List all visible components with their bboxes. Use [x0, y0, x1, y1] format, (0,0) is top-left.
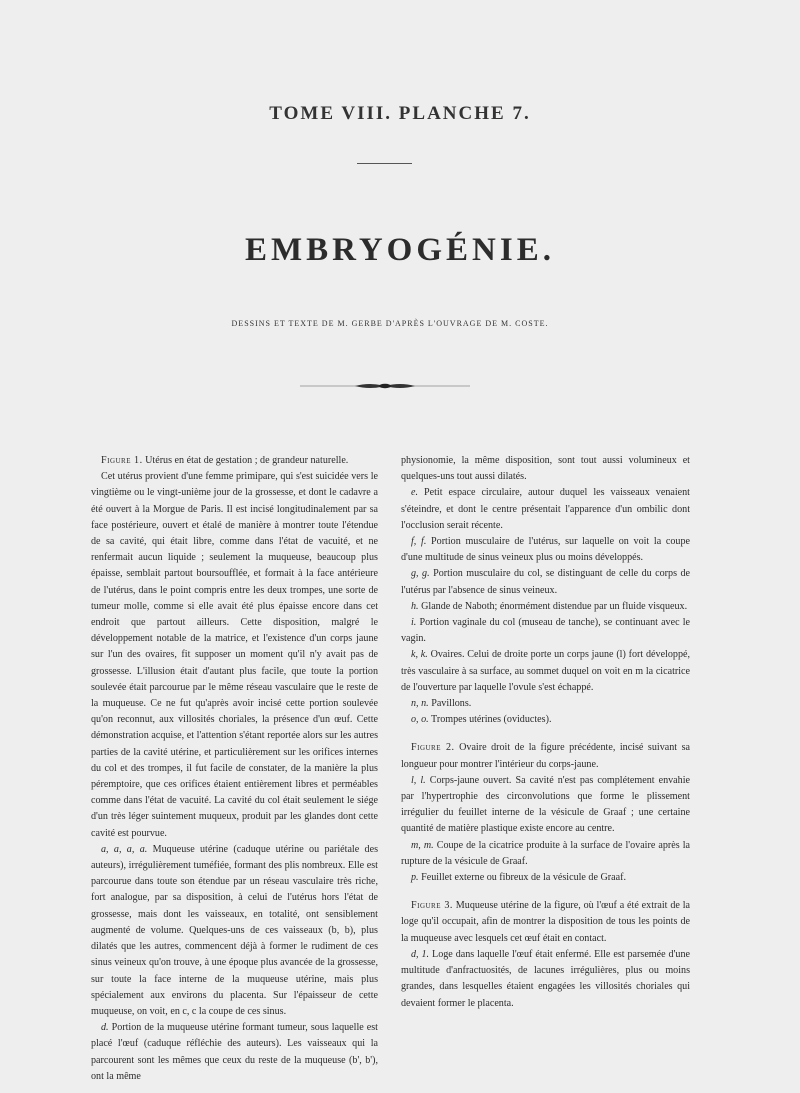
paragraph-text: Petit espace circulaire, autour duquel les vaisseaux venaient s'éteindre, et dont le centre présentait l'apparence d'un ombilic dont l'occlusion serait récente. [401, 487, 690, 531]
paragraph-label: a, a, a, a. [101, 843, 148, 855]
paragraph-label: Figure 1. [101, 455, 143, 466]
decorative-rule-icon [300, 381, 470, 391]
paragraph-text: Pavillons. [431, 698, 472, 710]
paragraph-label: k, k. [411, 649, 428, 661]
paragraph-label: Figure 2. [411, 742, 455, 754]
paragraph [401, 947, 690, 1012]
paragraph-label: Figure 3. [411, 900, 453, 912]
paragraph-text: Muqueuse utérine de la figure, où l'œuf a été extrait de la loge qu'il occupait, afin de montrer la disposition de tous les points de la muqueuse avec lesquels cet œuf était en contact. [401, 900, 690, 944]
paragraph-text: Muqueuse utérine (caduque utérine ou pariétale des auteurs), irrégulièrement tuméfiée, formant des plis nombreux. Elle est parcourue dans toute son étendue par un réseau vasculaire très riche, fort analogue, par sa disposition, à celui de l'utérus hors l'état de grossesse, mais dont les vaisseaux, en totalité, ont sensiblement augmenté de volume. Quelques-uns de ces vaisseaux (b, b), plus dilatés que les autres, commencent déjà à former le rudiment de ces sinus veineux qu'on trouve, à une époque plus avancée de la grossesse, sur toute la face interne de la muqueuse utérine, mais plus spécialement aux environs du placenta. Sur l'épaisseur de cette muqueuse, on voit, en c, c la coupe de ces sinus. [91, 843, 378, 1017]
paragraph [91, 469, 378, 842]
page-title: EMBRYOGÉNIE. [245, 232, 555, 268]
paragraph [401, 740, 690, 772]
paragraph [401, 712, 690, 728]
paragraph-label: d, 1. [411, 948, 430, 960]
paragraph [91, 842, 378, 1020]
paragraph [401, 534, 690, 566]
paragraph-label: d. [101, 1022, 109, 1034]
paragraph [401, 647, 690, 696]
paragraph-text: Cet utérus provient d'une femme primipare, qui s'est suicidée vers le vingtième ou le vingt-unième jour de la grossesse, et dont le cadavre a été ouvert à la Morgue de Paris. Il est incisé longitudinalement par sa face postérieure, ouvert et étalé de manière à montrer toute l'étendue de sa cavité, qui était libre, comme dans l'état de vacuité, et ne renfermait aucun liquide ; seulement la muqueuse, beaucoup plus épaisse, semblait partout boursoufflée, et formait à la face antérieure de l'utérus, dans le point compris entre les deux trompes, une sorte de tumeur molle, comme si elle avait été plus épaisse encore dans cet endroit que partout ailleurs. Cette disposition, malgré le développement notable de la matrice, et l'existence d'un corps jaune sur l'un des ovaires, fit supposer un moment qu'il n'y avait pas de grossesse. L'illusion était d'autant plus facile, que toute la portion soulevée était parcourue par le même réseau vasculaire que le reste de la muqueuse. Ce ne fut qu'après avoir incisé cette portion soulevée qu'on reconnut, aux villosités choriales, la présence d'un œuf. Cette démonstration acquise, et l'attention s'étant reportée alors sur les autres parties de la cavité utérine, et particulièrement sur les orifices internes du col et des trompes, il fut facile de constater, de la manière la plus péremptoire, que ces orifices étaient entièrement libres et perméables comme dans l'état de vacuité. La cavité du col était seulement le siége d'un très léger suintement muqueux, produit par les glandes dont cette cavité est pourvue. [91, 471, 378, 839]
tome-heading: TOME VIII. PLANCHE 7. [269, 103, 531, 124]
paragraph-label: g, g. [411, 568, 430, 580]
paragraph [91, 453, 378, 469]
paragraph [401, 453, 690, 485]
paragraph [401, 485, 690, 534]
credits-line: DESSINS ET TEXTE DE M. GERBE D'APRÈS L'OUVRAGE DE M. COSTE. [231, 319, 549, 328]
paragraph-text: Portion musculaire du col, se distinguant de celle du corps de l'utérus par l'absence de sinus veineux. [401, 568, 690, 596]
paragraph [401, 615, 690, 647]
paragraph-label: h. [411, 600, 419, 612]
paragraph-label: i. [411, 617, 417, 629]
paragraph [401, 599, 690, 615]
paragraph-text: Feuillet externe ou fibreux de la vésicule de Graaf. [421, 872, 626, 884]
paragraph-label: n, n. [411, 698, 429, 710]
paragraph-label: e. [411, 487, 419, 499]
paragraph [401, 838, 690, 870]
paragraph [401, 566, 690, 598]
paragraph-label: o, o. [411, 714, 429, 726]
paragraph-text: Portion vaginale du col (museau de tanche), se continuant avec le vagin. [401, 617, 690, 645]
paragraph [401, 696, 690, 712]
paragraph-label: p. [411, 872, 419, 884]
paragraph-text: Loge dans laquelle l'œuf était enfermé. Elle est parsemée d'une multitude d'anfractuosités, de lacunes irrégulières, plus ou moins grandes, dans lesquelles étaient engagées les villosités choriales qui devaient former le placenta. [401, 948, 690, 1009]
paragraph-label: m, m. [411, 839, 434, 851]
right-text-column [401, 453, 690, 1012]
paragraph [401, 773, 690, 838]
left-text-column [91, 453, 378, 1085]
paragraph-text: Utérus en état de gestation ; de grandeur naturelle. [145, 455, 349, 466]
paragraph-text: Glande de Naboth; énormément distendue par un fluide visqueux. [421, 600, 688, 612]
paragraph-text: Coupe de la cicatrice produite à la surface de l'ovaire après la rupture de la vésicule de Graaf. [401, 839, 690, 867]
paragraph-text: physionomie, la même disposition, sont tout aussi volumineux et quelques-uns tout aussi dilatés. [401, 455, 690, 483]
paragraph-label: l, l. [411, 774, 426, 786]
paragraph [401, 898, 690, 947]
paragraph [91, 1020, 378, 1085]
paragraph-text: Ovaires. Celui de droite porte un corps jaune (l) fort développé, très vasculaire à sa surface, au sommet duquel on voit en m la cicatrice de l'ouverture par laquelle l'ovule s'est échappé. [401, 649, 690, 693]
paragraph-label: f, f. [411, 536, 427, 548]
paragraph-text: Trompes utérines (oviductes). [431, 714, 552, 726]
paragraph-text: Portion de la muqueuse utérine formant tumeur, sous laquelle est placé l'œuf (caduque réfléchie des auteurs). Les vaisseaux qui la parcourent sont les mêmes que ceux du reste de la muqueuse (b', b'), ont la même [91, 1022, 378, 1082]
paragraph [401, 870, 690, 886]
paragraph-text: Portion musculaire de l'utérus, sur laquelle on voit la coupe d'une multitude de sinus veineux plus ou moins développés. [401, 536, 690, 564]
paragraph-text: Ovaire droit de la figure précédente, incisé suivant sa longueur pour montrer l'intérieur du corps-jaune. [401, 742, 690, 770]
paragraph-text: Corps-jaune ouvert. Sa cavité n'est pas complétement envahie par l'hypertrophie des circonvolutions que forme le plissement irrégulier du feuillet interne de la vésicule de Graaf ; une certaine quantité de matière plastique existe encore au centre. [401, 774, 690, 835]
short-divider [357, 163, 412, 164]
